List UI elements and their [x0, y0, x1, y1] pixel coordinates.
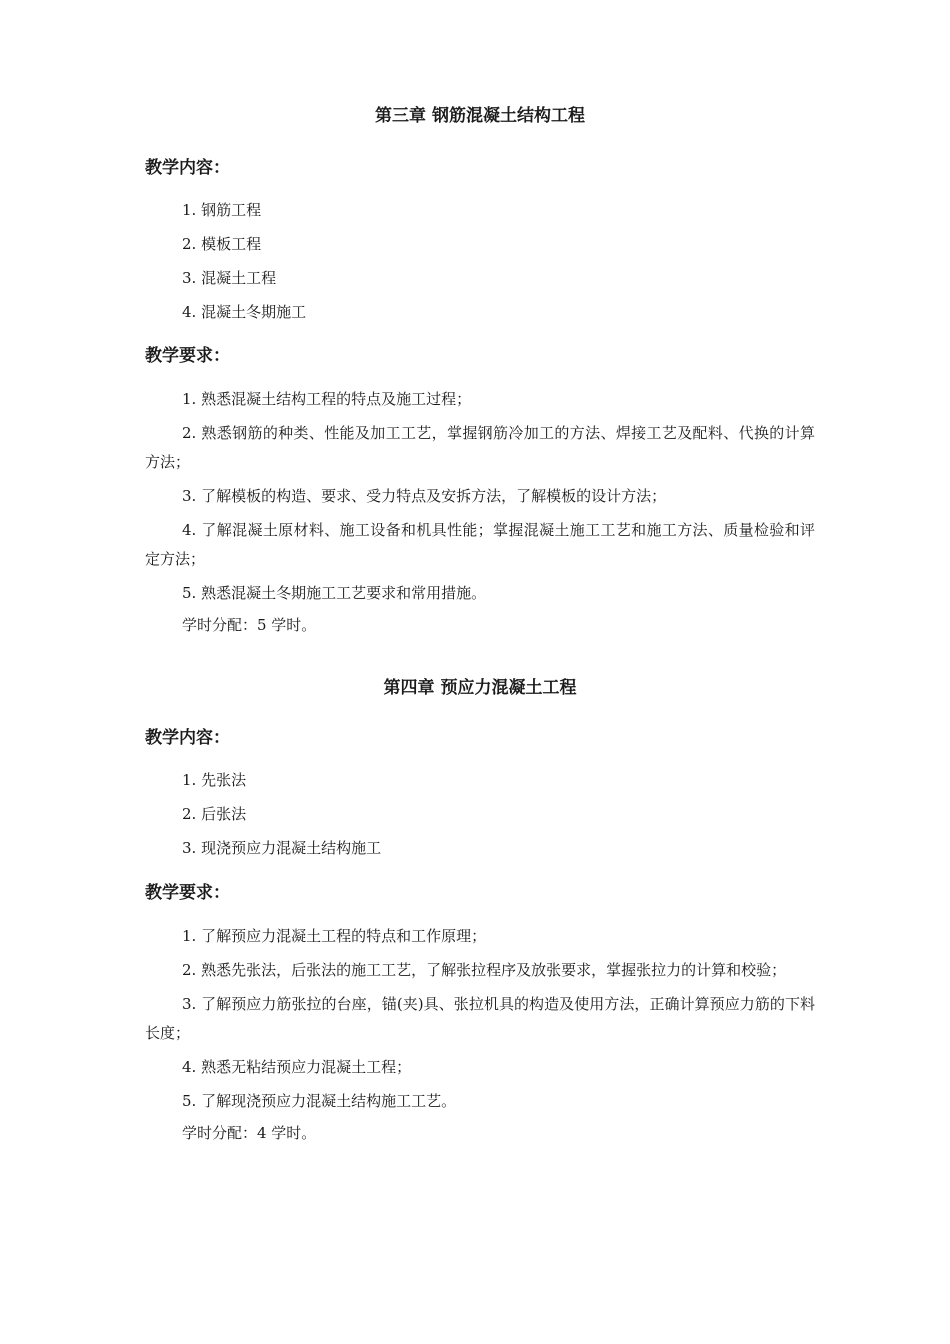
list-item: 1. 先张法: [182, 771, 247, 789]
list-item: 4. 了解混凝土原材料、施工设备和机具性能；掌握混凝土施工工艺和施工方法、质量检验和评定方法；: [145, 521, 815, 568]
requirements-heading: 教学要求：: [145, 346, 230, 366]
list-item: 3. 混凝土工程: [182, 269, 277, 287]
requirements-heading: 教学要求：: [145, 883, 230, 903]
requirements-list: [145, 922, 815, 1116]
list-item: 5. 了解现浇预应力混凝土结构施工工艺。: [182, 1092, 457, 1110]
hours-allocation: 学时分配：4 学时。: [182, 1124, 317, 1142]
list-item: 2. 熟悉钢筋的种类、性能及加工工艺，掌握钢筋冷加工的方法、焊接工艺及配料、代换的计算方法；: [145, 424, 815, 471]
chapter-3: [145, 104, 815, 638]
chapter-title: 第三章 钢筋混凝土结构工程: [375, 106, 585, 126]
list-item: 1. 了解预应力混凝土工程的特点和工作原理；: [182, 927, 487, 945]
list-item: 4. 熟悉无粘结预应力混凝土工程；: [182, 1058, 412, 1076]
list-item: 5. 熟悉混凝土冬期施工工艺要求和常用措施。: [182, 584, 487, 602]
list-item: 1. 钢筋工程: [182, 201, 262, 219]
list-item: 3. 了解模板的构造、要求、受力特点及安拆方法，了解模板的设计方法；: [182, 487, 667, 505]
list-item: 2. 熟悉先张法，后张法的施工工艺，了解张拉程序及放张要求，掌握张拉力的计算和校验；: [182, 961, 787, 979]
chapter-title: 第四章 预应力混凝土工程: [383, 678, 577, 698]
hours-allocation: 学时分配：5 学时。: [182, 616, 317, 634]
list-item: 3. 现浇预应力混凝土结构施工: [182, 839, 382, 857]
list-item: 2. 模板工程: [182, 235, 262, 253]
list-item: 4. 混凝土冬期施工: [182, 303, 307, 321]
list-item: 1. 熟悉混凝土结构工程的特点及施工过程；: [182, 390, 472, 408]
content-list: [145, 768, 815, 861]
list-item: 2. 后张法: [182, 805, 247, 823]
content-heading: 教学内容：: [145, 158, 230, 178]
content-heading: 教学内容：: [145, 728, 230, 748]
list-item: 3. 了解预应力筋张拉的台座，锚(夹)具、张拉机具的构造及使用方法，正确计算预应力筋的下料长度；: [145, 995, 815, 1042]
requirements-list: [145, 385, 815, 608]
content-list: [145, 198, 815, 325]
chapter-4: [145, 676, 815, 1146]
